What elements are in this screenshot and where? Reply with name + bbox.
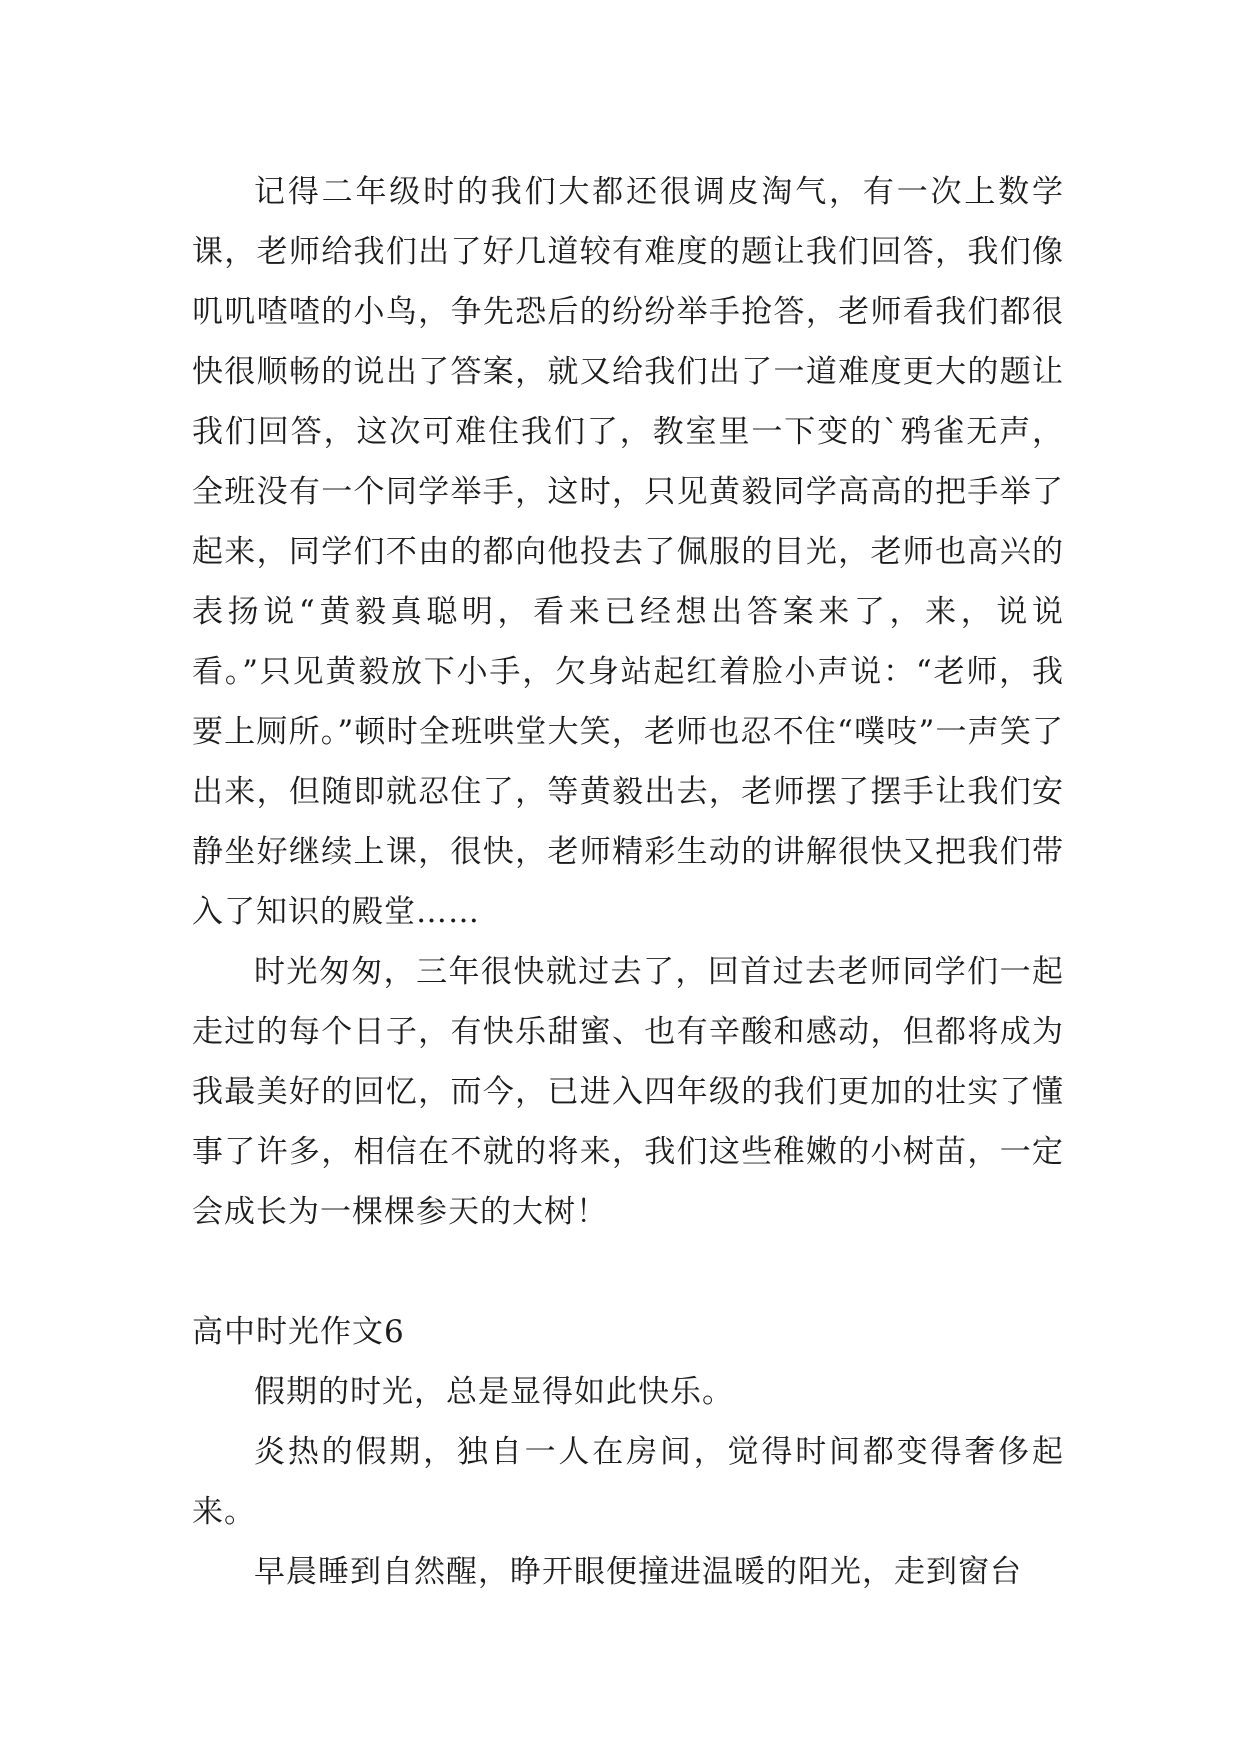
paragraph: 时光匆匆，三年很快就过去了，回首过去老师同学们一起走过的每个日子，有快乐甜蜜、也有辛酸和感动，但都将成为我最美好的回忆，而今，已进入四年级的我们更加的壮实了懂事了许多，相信在不就的将来，我们这些稚嫩的小树苗，一定会成长为一棵棵参天的大树！ [192, 954, 1064, 1230]
paragraph: 炎热的假期，独自一人在房间，觉得时间都变得奢侈起来。 [192, 1434, 1064, 1530]
paragraph: 早晨睡到自然醒，睁开眼便撞进温暖的阳光，走到窗台 [254, 1554, 1022, 1590]
paragraph: 假期的时光，总是显得如此快乐。 [254, 1374, 734, 1410]
paragraph: 记得二年级时的我们大都还很调皮淘气，有一次上数学课，老师给我们出了好几道较有难度的题让我们回答，我们像叽叽喳喳的小鸟，争先恐后的纷纷举手抢答，老师看我们都很快很顺畅的说出了答案，就又给我们出了一道难度更大的题让我们回答，这次可难住我们了，教室里一下变的`鸦雀无声，全班没有一个同学举手，这时，只见黄毅同学高高的把手举了起来，同学们不由的都向他投去了佩服的目光，老师也高兴的表扬说“黄毅真聪明，看来已经想出答案来了，来，说说看。”只见黄毅放下小手，欠身站起红着脸小声说：“老师，我要上厕所。”顿时全班哄堂大笑，老师也忍不住“噗吱”一声笑了出来，但随即就忍住了，等黄毅出去，老师摆了摆手让我们安静坐好继续上课，很快，老师精彩生动的讲解很快又把我们带入了知识的殿堂…… [192, 174, 1064, 930]
section-heading: 高中时光作文6 [192, 1314, 405, 1350]
paragraph-spacer [192, 1242, 1064, 1302]
document-body [192, 162, 1064, 1602]
